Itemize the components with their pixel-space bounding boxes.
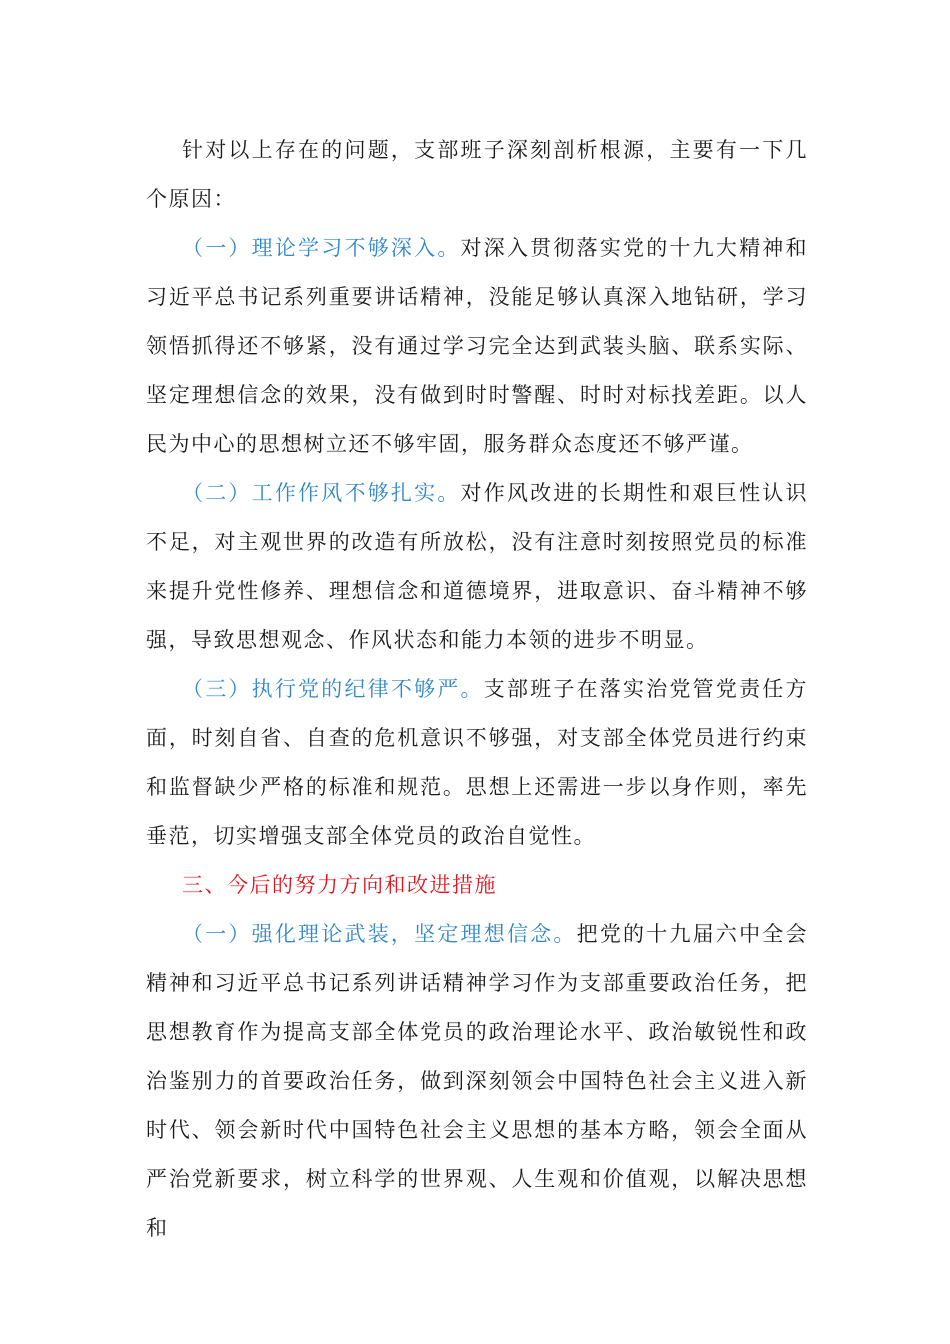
- reason-paragraph-3: [146, 665, 808, 861]
- reason-heading-3: （三）执行党的纪律不够严。: [182, 677, 484, 701]
- intro-paragraph: [146, 126, 808, 224]
- reason-heading-1: （一）理论学习不够深入。: [182, 236, 461, 260]
- reason-body-3: 支部班子在落实治党管党责任方面，时刻自省、自查的危机意识不够强，对支部全体党员进行约束和监督缺少严格的标准和规范。思想上还需进一步以身作则，率先垂范，切实增强支部全体党员的政治自觉性。: [146, 677, 808, 848]
- intro-text: 针对以上存在的问题，支部班子深刻剖析根源，主要有一下几个原因：: [146, 138, 808, 211]
- measure-paragraph-1: [146, 910, 808, 1253]
- reason-paragraph-1: [146, 224, 808, 469]
- measure-heading-1: （一）强化理论武装，坚定理想信念。: [182, 922, 577, 946]
- measure-body-1: 把党的十九届六中全会精神和习近平总书记系列讲话精神学习作为支部重要政治任务，把思想教育作为提高支部全体党员的政治理论水平、政治敏锐性和政治鉴别力的首要政治任务，做到深刻领会中国特色社会主义进入新时代、领会新时代中国特色社会主义思想的基本方略，领会全面从严治党新要求，树立科学的世界观、人生观和价值观，以解决思想和: [146, 922, 809, 1240]
- reason-heading-2: （二）工作作风不够扎实。: [182, 481, 461, 505]
- document-body: [146, 126, 808, 1253]
- reason-body-2: 对作风改进的长期性和艰巨性认识不足，对主观世界的改造有所放松，没有注意时刻按照党员的标准来提升党性修养、理想信念和道德境界，进取意识、奋斗精神不够强，导致思想观念、作风状态和能力本领的进步不明显。: [146, 481, 809, 652]
- reason-body-1: 对深入贯彻落实党的十九大精神和习近平总书记系列重要讲话精神，没能足够认真深入地钻研，学习领悟抓得还不够紧，没有通过学习完全达到武装头脑、联系实际、坚定理想信念的效果，没有做到时时警醒、时时对标找差距。以人民为中心的思想树立还不够牢固，服务群众态度还不够严谨。: [146, 236, 809, 456]
- reason-paragraph-2: [146, 469, 808, 665]
- section-title: 三、今后的努力方向和改进措施: [182, 873, 497, 897]
